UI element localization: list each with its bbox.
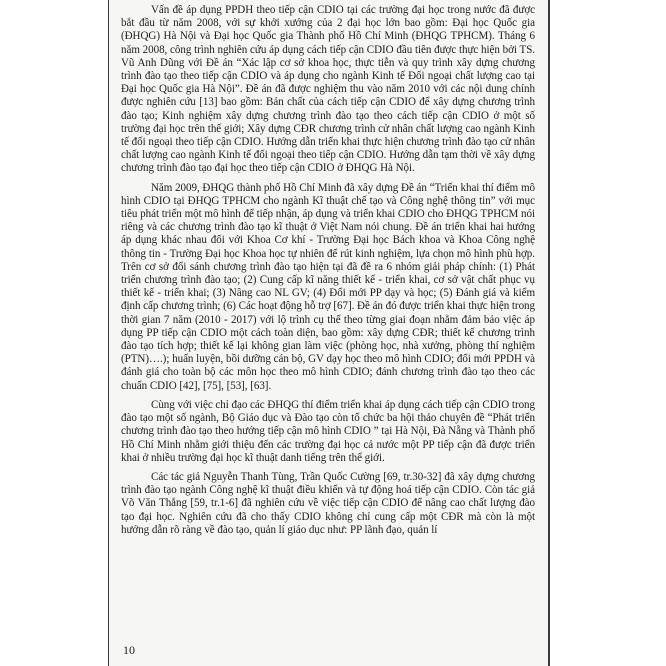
- page-number: 10: [123, 643, 135, 657]
- scanned-page: [108, 0, 550, 666]
- paragraph-cdio-vnu-hanoi: Vấn đề áp dụng PPDH theo tiếp cận CDIO tại các trường đại học trong nước đã được bắt đầu từ năm 2008, với sự khởi xướng của 2 đại học lớn bao gồm: Đại học Quốc gia (ĐHQG) Hà Nội và Đại học Quốc gia Thành phố Hồ Chí Minh (ĐHQG TPHCM). Tháng 6 năm 2008, công trình nghiên cứu áp dụng cách tiếp cận CDIO đầu tiên được thực hiện bởi TS. Vũ Anh Dũng với Đề án “Xác lập cơ sở khoa học, thực tiễn và quy trình xây dựng chương trình đào tạo theo tiếp cận CDIO và áp dụng cho ngành Kinh tế Đối ngoại chất lượng cao tại Đại học Quốc gia Hà Nội”. Đề án đã được nghiệm thu vào năm 2010 với các nội dung chính được nghiên cứu [13] bao gồm: Bản chất của cách tiếp cận CDIO để xây dựng chương trình đào tạo; Kinh nghiệm xây dựng chương trình đào tạo theo cách tiếp cận CDIO ở một số trường đại học trên thế giới; Xây dựng CĐR chương trình cử nhân chất lượng cao ngành Kinh tế đối ngoại theo tiếp cận CDIO. Hướng dẫn triển khai thực hiện chương trình đào tạo cử nhân chất lượng cao ngành Kinh tế đối ngoại theo tiếp cận CDIO. Hướng dẫn tạm thời về xây dựng chương trình đào tạo đại học theo tiếp cận CDIO ở ĐHQG Hà Nội.: [121, 4, 535, 175]
- paragraph-authors-research: Các tác giả Nguyễn Thanh Tùng, Trần Quốc Cường [69, tr.30-32] đã xây dựng chương trình đào tạo ngành Công nghệ kĩ thuật điều khiển và tự động hoá tiếp cận CDIO. Còn tác giả Võ Văn Thắng [59, tr.1-6] đã nghiên cứu về việc tiếp cận CDIO để nâng cao chất lượng đào tạo đại học. Nghiên cứu đã cho thấy CDIO không chỉ cung cấp một CĐR mà còn là một hướng dẫn rõ ràng về đào tạo, quản lí giáo dục như: PP lãnh đạo, quản lí: [121, 470, 535, 536]
- paragraph-cdio-vnu-hcm: Năm 2009, ĐHQG thành phố Hồ Chí Minh đã xây dựng Đề án “Triển khai thí điểm mô hình CDIO tại ĐHQG TPHCM cho ngành Kĩ thuật chế tạo và Công nghệ thông tin” với mục tiêu phát triển một mô hình để tiếp nhận, áp dụng và triển khai CDIO cho ĐHQG TPHCM nói riêng và các chương trình đào tạo kĩ thuật ở Việt Nam nói chung. Đề án triển khai hai hướng áp dụng khác nhau đối với Khoa Cơ khí - Trường Đại học Bách khoa và Khoa Công nghệ thông tin - Trường Đại học Khoa học tự nhiên để rút kinh nghiệm, lựa chọn mô hình phù hợp. Trên cơ sở đối sánh chương trình đào tạo hiện tại đã đề ra 6 nhóm giải pháp chính: (1) Phát triển chương trình đào tạo; (2) Cung cấp kĩ năng thiết kế - triển khai, cơ sở vật chất phục vụ thiết kế - triển khai; (3) Nâng cao NL GV; (4) Đổi mới PP dạy và học; (5) Đánh giá và kiểm định cấp chương trình; (6) Các hoạt động hỗ trợ [67]. Đề án đó được triển khai thực hiện trong thời gian 7 năm (2010 - 2017) với lộ trình cụ thể theo từng giai đoạn nhằm đảm bảo việc áp dụng PP tiếp cận CDIO một cách toàn diện, bao gồm: xây dựng CĐR; thiết kế chương trình đào tạo tích hợp; thiết kế lại không gian làm việc (phòng học, nhà xưởng, phòng thí nghiệm (PTN)….); huấn luyện, bồi dưỡng cán bộ, GV dạy học theo mô hình CDIO; đổi mới PPDH và đánh giá cho toàn bộ các môn học theo mô hình CDIO; đánh chương trình đào tạo theo các chuẩn CDIO [42], [75], [53], [63].: [121, 181, 535, 392]
- body-text: [121, 4, 535, 543]
- paragraph-moet-workshops: Cùng với việc chỉ đạo các ĐHQG thí điểm triển khai áp dụng cách tiếp cận CDIO trong đào tạo một số ngành, Bộ Giáo dục và Đào tạo còn tổ chức ba hội thảo chuyên đề “Phát triển chương trình đào tạo theo hướng tiếp cận mô hình CDIO ” tại Hà Nội, Đà Nẵng và Thành phố Hồ Chí Minh nhằm giới thiệu đến các trường đại học cả nước một PP tiếp cận đã được triển khai ở nhiều trường đại học kĩ thuật danh tiếng trên thế giới.: [121, 398, 535, 464]
